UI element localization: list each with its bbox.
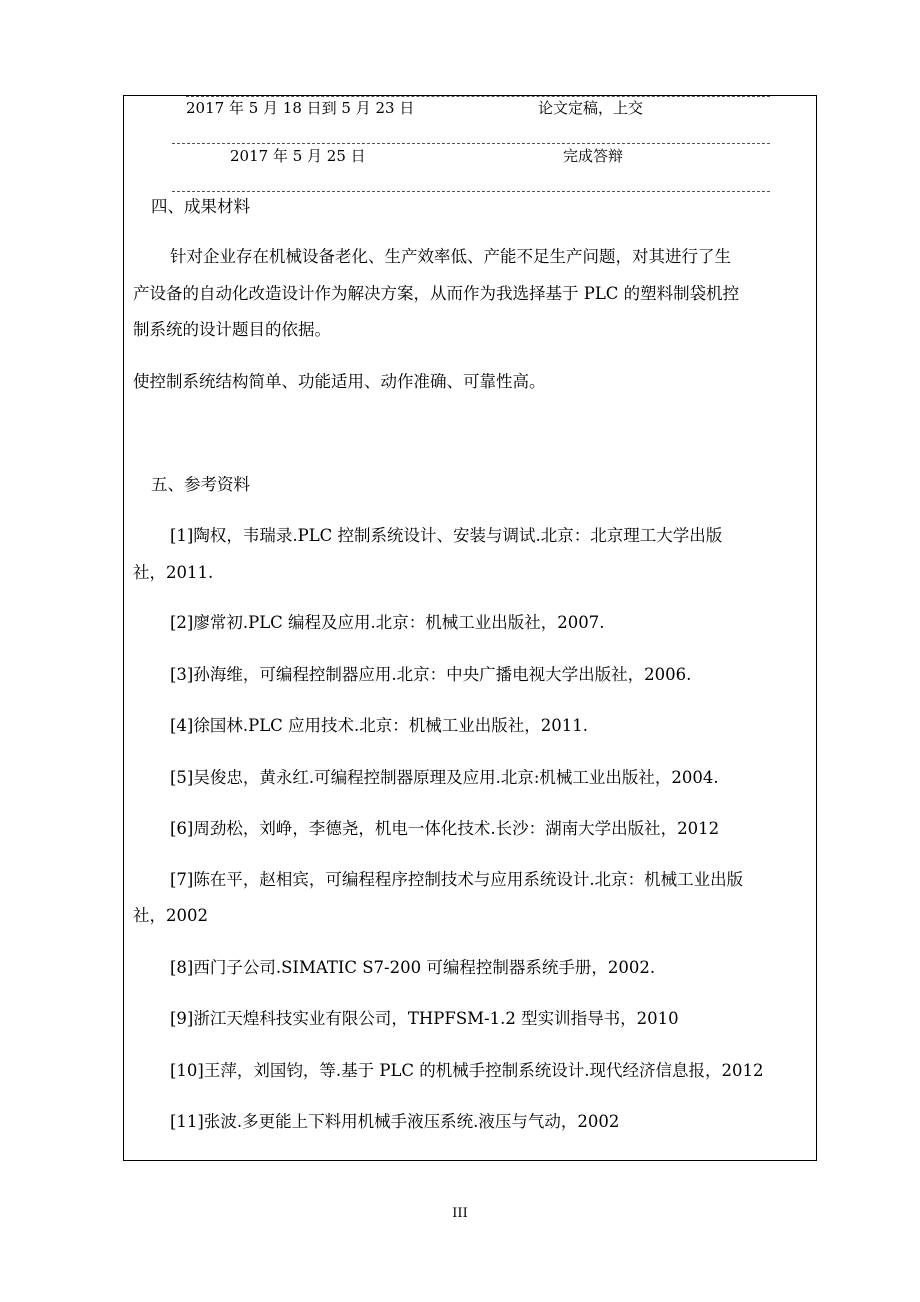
reference-item: [8]西门子公司.SIMATIC S7-200 可编程控制器系统手册，2002. [170, 958, 656, 977]
reference-item: 社，2002 [133, 906, 208, 925]
reference-item: [2]廖常初.PLC 编程及应用.北京：机械工业出版社，2007. [170, 613, 605, 632]
row-divider [186, 96, 770, 97]
reference-item: 社，2011. [133, 563, 214, 582]
body-text: 制系统的设计题目的依据。 [133, 320, 331, 339]
reference-item: [10]王萍，刘国钧，等.基于 PLC 的机械手控制系统设计.现代经济信息报，2012 [170, 1061, 764, 1080]
schedule-date: 2017 年 5 月 18 日到 5 月 23 日 [186, 99, 415, 117]
reference-item: [9]浙江天煌科技实业有限公司，THPFSM-1.2 型实训指导书，2010 [170, 1009, 679, 1028]
body-text: 针对企业存在机械设备老化、生产效率低、产能不足生产问题，对其进行了生 [170, 247, 731, 266]
reference-item: [5]吴俊忠，黄永红.可编程控制器原理及应用.北京:机械工业出版社，2004. [170, 768, 719, 787]
schedule-date: 2017 年 5 月 25 日 [230, 147, 366, 165]
reference-item: [1]陶权，韦瑞录.PLC 控制系统设计、安装与调试.北京：北京理工大学出版 [170, 526, 723, 545]
reference-item: [3]孙海维，可编程控制器应用.北京：中央广播电视大学出版社，2006. [170, 665, 692, 684]
body-text: 使控制系统结构简单、功能适用、动作准确、可靠性高。 [133, 372, 546, 391]
reference-item: [6]周劲松，刘峥，李德尧，机电一体化技术.长沙：湖南大学出版社，2012 [170, 819, 720, 838]
section-heading: 五、参考资料 [151, 475, 250, 494]
reference-item: [11]张波.多更能上下料用机械手液压系统.液压与气动，2002 [170, 1112, 620, 1131]
row-divider [172, 143, 770, 144]
schedule-task: 论文定稿，上交 [538, 99, 644, 117]
body-text: 产设备的自动化改造设计作为解决方案，从而作为我选择基于 PLC 的塑料制袋机控 [133, 284, 740, 303]
section-heading: 四、成果材料 [151, 197, 250, 216]
row-divider [172, 191, 770, 192]
schedule-task: 完成答辩 [563, 147, 624, 165]
page-number: III [452, 1206, 468, 1221]
reference-item: [4]徐国林.PLC 应用技术.北京：机械工业出版社，2011. [170, 716, 589, 735]
reference-item: [7]陈在平，赵相宾，可编程程序控制技术与应用系统设计.北京：机械工业出版 [170, 870, 744, 889]
